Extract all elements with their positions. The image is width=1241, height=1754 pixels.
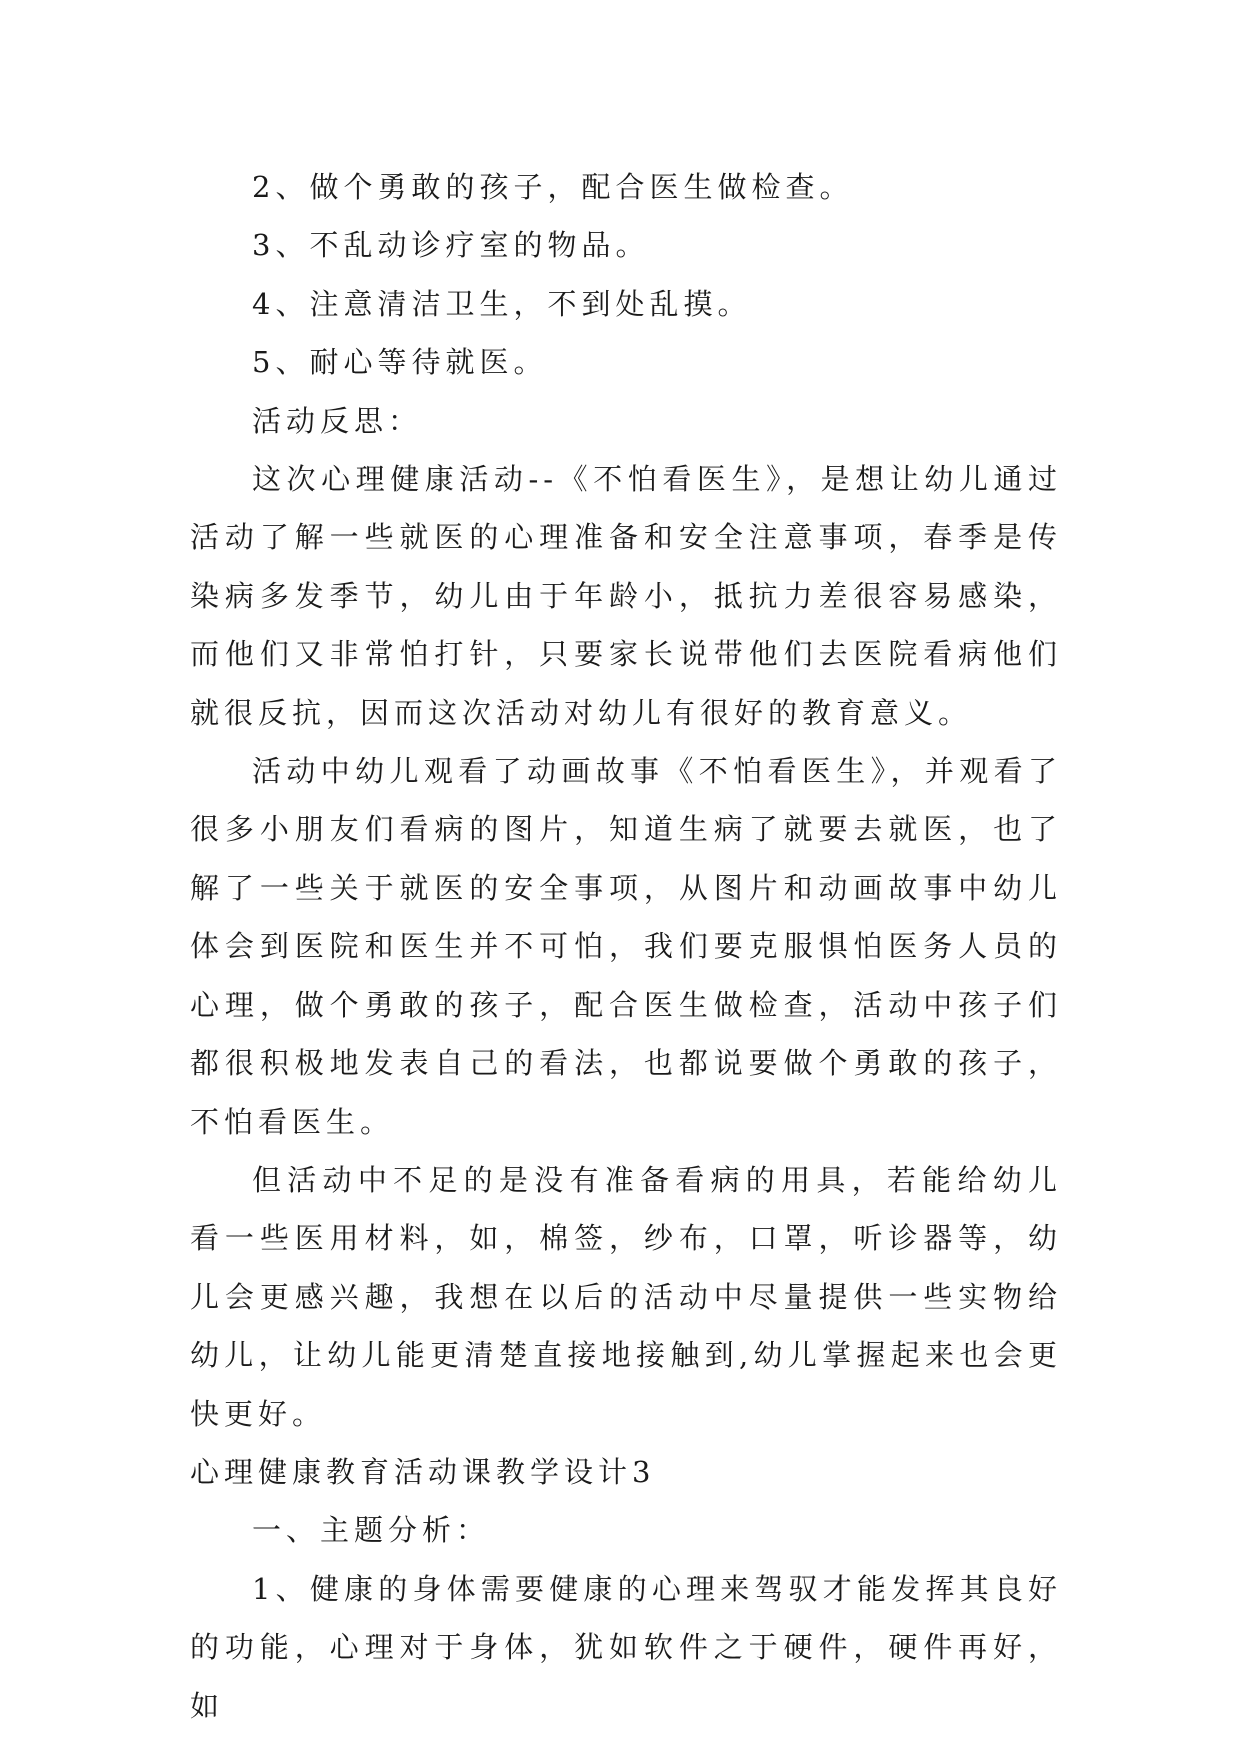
list-item-2: 2、做个勇敢的孩子，配合医生做检查。 [252, 170, 854, 204]
list-item-4: 4、注意清洁卫生，不到处乱摸。 [252, 286, 752, 321]
section-heading-topic-analysis: 一、主题分析： [252, 1513, 491, 1548]
body-paragraph: 这次心理健康活动--《不怕看医生》，是想让幼儿通过活动了解一些就医的心理准备和安全注意事项，春季是传染病多发季节，幼儿由于年龄小，抵抗力差很容易感染，而他们又非常怕打针，只要家长说带他们去医院看病他们就很反抗，因而这次活动对幼儿有很好的教育意义。 [190, 462, 1062, 730]
document-body [190, 158, 1062, 1735]
body-paragraph: 1、健康的身体需要健康的心理来驾驭才能发挥其良好的功能，心理对于身体，犹如软件之于硬件，硬件再好，如 [190, 1571, 1062, 1723]
body-paragraph: 活动中幼儿观看了动画故事《不怕看医生》，并观看了很多小朋友们看病的图片，知道生病了就要去就医，也了解了一些关于就医的安全事项，从图片和动画故事中幼儿体会到医院和医生并不可怕，我们要克服惧怕医务人员的心理，做个勇敢的孩子，配合医生做检查，活动中孩子们都很积极地发表自己的看法，也都说要做个勇敢的孩子，不怕看医生。 [190, 754, 1062, 1139]
body-paragraph: 但活动中不足的是没有准备看病的用具，若能给幼儿看一些医用材料，如，棉签，纱布，口罩，听诊器等，幼儿会更感兴趣，我想在以后的活动中尽量提供一些实物给幼儿，让幼儿能更清楚直接地接触到,幼儿掌握起来也会更快更好。 [190, 1162, 1062, 1431]
section-heading-reflection: 活动反思： [252, 403, 423, 438]
document-title: 心理健康教育活动课教学设计3 [190, 1454, 656, 1489]
list-item-5: 5、耐心等待就医。 [252, 345, 548, 380]
list-item-3: 3、不乱动诊疗室的物品。 [252, 228, 650, 263]
